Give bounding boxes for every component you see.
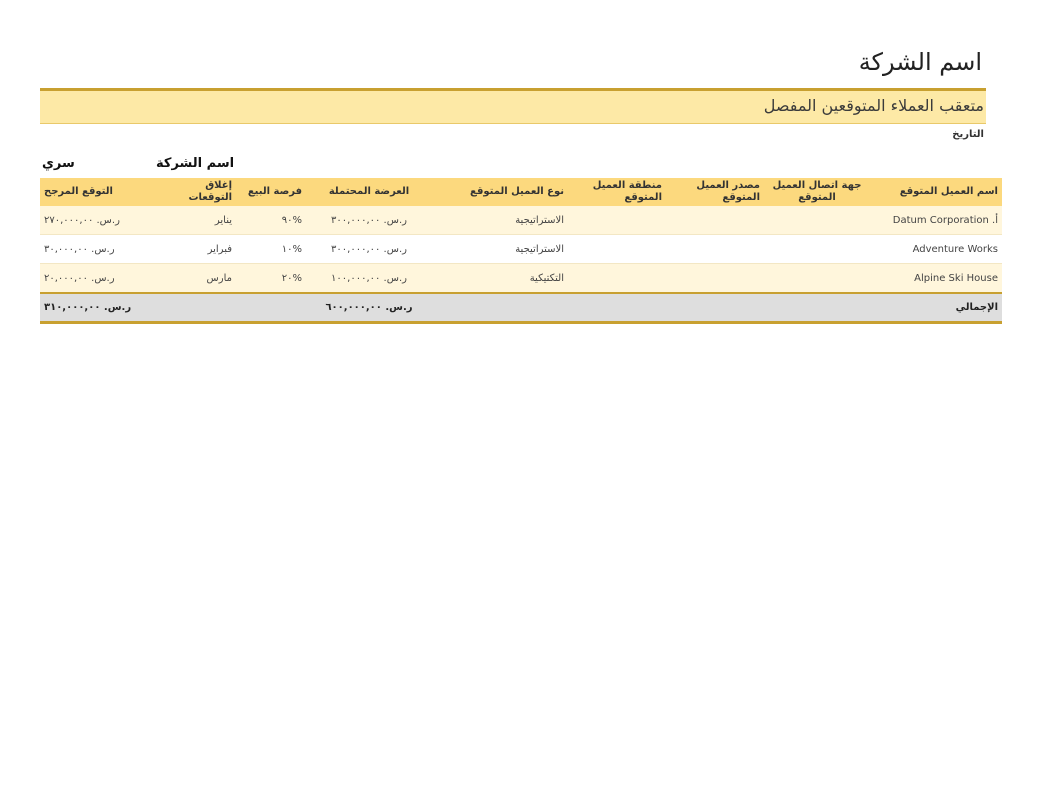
total-empty-close [158, 293, 236, 323]
cell-close-forecast[interactable]: فبراير [158, 235, 236, 264]
cell-close-forecast[interactable]: مارس [158, 264, 236, 294]
total-label: الإجمالي [870, 293, 1002, 323]
meta-company-name: اسم الشركة [156, 156, 235, 171]
cell-weighted-forecast[interactable]: ر.س. ٢٧٠,٠٠٠,٠٠ [40, 206, 158, 235]
table-row[interactable] [40, 264, 1002, 294]
cell-prospect-contact[interactable] [764, 206, 870, 235]
header-prospect-contact[interactable]: جهة اتصال العميل المتوقع [764, 178, 870, 206]
table-row[interactable] [40, 206, 1002, 235]
cell-prospect-type[interactable]: التكتيكية [432, 264, 568, 294]
cell-weighted-forecast[interactable]: ر.س. ٢٠,٠٠٠,٠٠ [40, 264, 158, 294]
cell-prospect-name[interactable]: Alpine Ski House [870, 264, 1002, 294]
table-body [40, 206, 1002, 293]
total-empty-source [666, 293, 764, 323]
table-row[interactable] [40, 235, 1002, 264]
cell-prospect-region[interactable] [568, 235, 666, 264]
header-potential-proposal[interactable]: العرضة المحتملة [306, 178, 432, 206]
header-prospect-source[interactable]: مصدر العميل المتوقع [666, 178, 764, 206]
cell-potential-proposal[interactable]: ر.س. ٣٠٠,٠٠٠,٠٠ [306, 206, 432, 235]
cell-prospect-region[interactable] [568, 264, 666, 294]
cell-prospect-source[interactable] [666, 235, 764, 264]
cell-prospect-name[interactable]: Adventure Works [870, 235, 1002, 264]
cell-prospect-type[interactable]: الاستراتيجية [432, 206, 568, 235]
total-weighted-forecast: ر.س. ٣١٠,٠٠٠,٠٠ [40, 293, 158, 323]
total-empty-region [568, 293, 666, 323]
meta-confidentiality: سري [42, 156, 75, 171]
date-label: التاريخ [952, 129, 984, 140]
cell-close-forecast[interactable]: يناير [158, 206, 236, 235]
total-empty-chance [236, 293, 306, 323]
cell-sale-chance[interactable]: %٩٠ [236, 206, 306, 235]
header-weighted-forecast[interactable]: التوقع المرجح [40, 178, 158, 206]
cell-potential-proposal[interactable]: ر.س. ١٠٠,٠٠٠,٠٠ [306, 264, 432, 294]
cell-sale-chance[interactable]: %٢٠ [236, 264, 306, 294]
prospect-tracker-table [40, 178, 1002, 324]
header-sale-chance[interactable]: فرصة البيع [236, 178, 306, 206]
header-row [40, 178, 1002, 206]
report-title-band [40, 88, 986, 124]
cell-sale-chance[interactable]: %١٠ [236, 235, 306, 264]
cell-prospect-region[interactable] [568, 206, 666, 235]
total-row [40, 293, 1002, 323]
header-prospect-name[interactable]: اسم العميل المتوقع [870, 178, 1002, 206]
total-empty-contact [764, 293, 870, 323]
report-title: متعقب العملاء المتوقعين المفصل [763, 96, 984, 115]
total-empty-type [432, 293, 568, 323]
table-header [40, 178, 1002, 206]
cell-prospect-type[interactable]: الاستراتيجية [432, 235, 568, 264]
company-title: اسم الشركة [858, 48, 982, 76]
header-prospect-type[interactable]: نوع العميل المتوقع [432, 178, 568, 206]
header-prospect-region[interactable]: منطقة العميل المتوقع [568, 178, 666, 206]
cell-potential-proposal[interactable]: ر.س. ٣٠٠,٠٠٠,٠٠ [306, 235, 432, 264]
total-potential-proposal: ر.س. ٦٠٠,٠٠٠,٠٠ [306, 293, 432, 323]
cell-prospect-name[interactable]: أ. Datum Corporation [870, 206, 1002, 235]
cell-prospect-source[interactable] [666, 206, 764, 235]
header-close-forecast[interactable]: إغلاق التوقعات [158, 178, 236, 206]
cell-prospect-source[interactable] [666, 264, 764, 294]
cell-prospect-contact[interactable] [764, 235, 870, 264]
cell-prospect-contact[interactable] [764, 264, 870, 294]
cell-weighted-forecast[interactable]: ر.س. ٣٠,٠٠٠,٠٠ [40, 235, 158, 264]
table-footer [40, 293, 1002, 323]
